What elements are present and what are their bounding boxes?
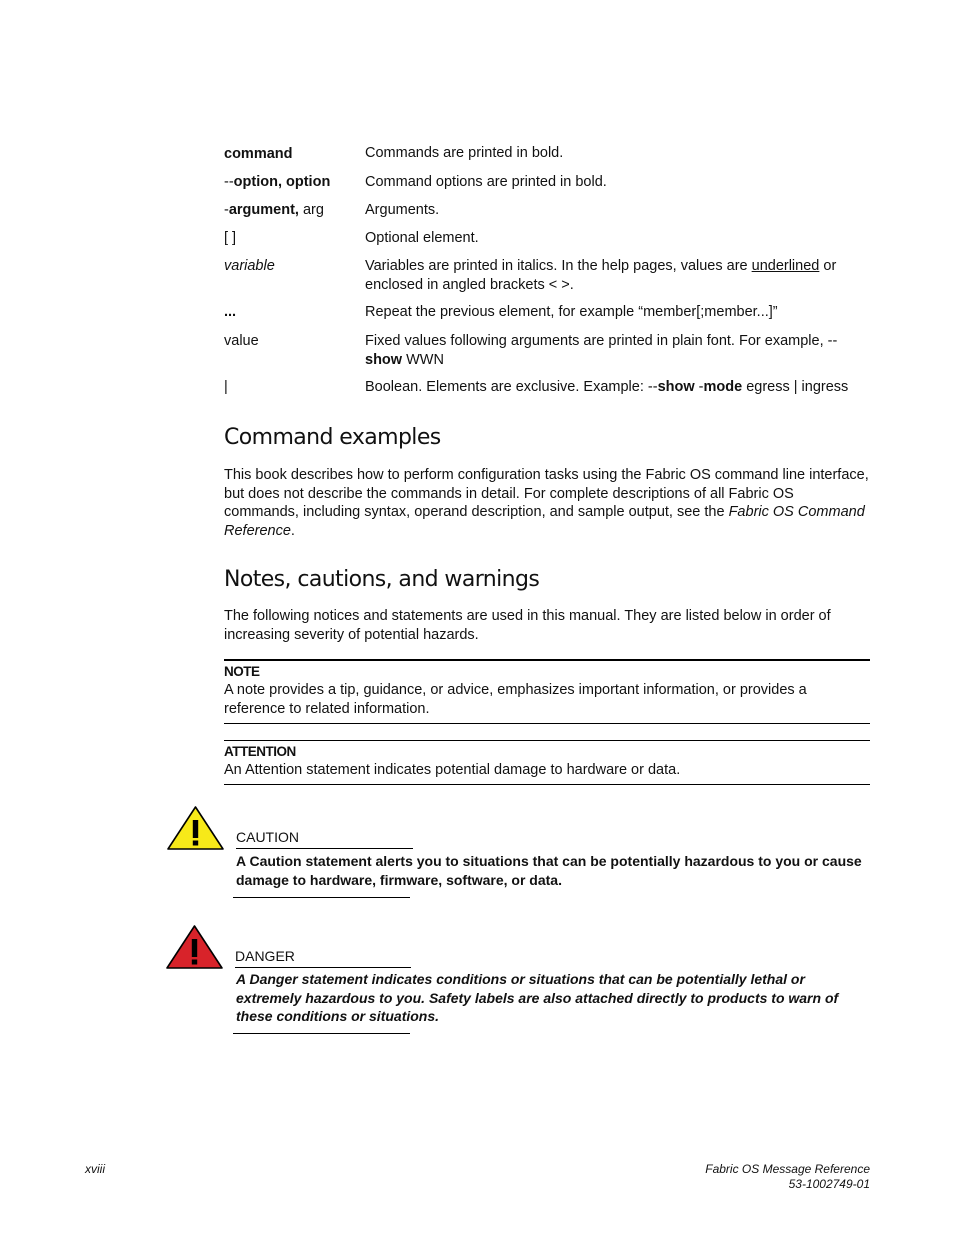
command-examples-heading: Command examples (224, 425, 441, 450)
text-run: Commands are printed in bold. (365, 145, 564, 161)
desc-argument (365, 201, 870, 220)
desc-option (365, 173, 870, 192)
caution-bottom-rule (233, 897, 410, 898)
text-run: or enclosed in angled brackets < >. (365, 258, 837, 293)
text-run: This book describes how to perform configuration tasks using the Fabric OS command line interface, but does not describe the commands in detail. For complete descriptions of all Fabric OS commands, including syntax, operand description, and sample output, see the (224, 467, 869, 521)
note-bottom-rule (224, 723, 870, 724)
attention-text: An Attention statement indicates potential damage to hardware or data. (224, 762, 681, 778)
text-run: ... (224, 304, 237, 320)
danger-title: DANGER (235, 948, 295, 964)
note-title: NOTE (224, 664, 260, 679)
text-run: show (365, 351, 403, 368)
text-run: . (290, 523, 295, 540)
text-run: egress | ingress (742, 379, 849, 395)
term-value (224, 332, 354, 350)
notes-intro: The following notices and statements are used in this manual. They are listed below in order of increasing severity of potential hazards. (224, 608, 831, 643)
danger-text: A Danger statement indicates conditions or situations that can be potentially lethal or extremely hazardous to you. Safety labels are also attached directly to products to warn of these conditions or situations. (236, 971, 839, 1024)
caution-title: CAUTION (236, 829, 299, 845)
attention-title: ATTENTION (224, 744, 296, 759)
text-run: argument, (228, 202, 299, 218)
attention-top-rule (224, 740, 870, 741)
text-run: - (694, 379, 704, 395)
term-variable (224, 257, 354, 275)
footer-doc-title: Fabric OS Message Reference (705, 1162, 870, 1176)
text-run: Arguments. (365, 202, 440, 218)
text-run: -- (647, 379, 658, 395)
note-top-rule (224, 659, 870, 661)
caution-warning-icon (166, 805, 225, 851)
danger-title-rule (235, 967, 411, 968)
danger-warning-icon (165, 924, 224, 970)
text-run: command (224, 146, 293, 162)
page-number: xviii (85, 1162, 105, 1176)
text-run: | (224, 379, 228, 395)
text-run: [ ] (224, 230, 237, 246)
text-run: arg (298, 202, 324, 218)
text-run: mode (703, 379, 743, 395)
term-optional (224, 229, 354, 247)
caution-text: A Caution statement alerts you to situations that can be potentially hazardous to you or cause damage to hardware, firmware, software, or data. (236, 853, 862, 888)
command-examples-body (224, 466, 872, 541)
desc-repeat (365, 303, 870, 322)
caution-title-rule (236, 848, 413, 849)
danger-bottom-rule (233, 1033, 410, 1034)
attention-bottom-rule (224, 784, 870, 785)
footer-doc-number: 53-1002749-01 (788, 1177, 870, 1191)
text-run: value (224, 333, 259, 349)
desc-optional (365, 229, 870, 248)
text-run: Boolean. Elements are exclusive. Example: (365, 379, 648, 395)
footer-doc-info (705, 1162, 870, 1192)
note-text: A note provides a tip, guidance, or advice, emphasizes important information, or provides a reference to related information. (224, 682, 807, 717)
text-run: Optional element. (365, 230, 479, 246)
text-run: Repeat the previous element, for example “member[;member...]” (365, 304, 778, 320)
desc-command (365, 144, 870, 163)
term-command (224, 145, 354, 163)
text-run: Variables are printed in italics. In the help pages, values are (365, 258, 752, 274)
text-run: - (224, 202, 229, 218)
desc-variable (365, 257, 870, 294)
text-run: WWN (402, 351, 444, 368)
term-boolean (224, 378, 354, 396)
text-run: -- (224, 174, 234, 190)
text-run: Fabric OS Command Reference (224, 504, 865, 540)
text-run: show (657, 379, 695, 395)
term-argument (224, 201, 354, 219)
text-run: Command options are printed in bold. (365, 174, 607, 190)
desc-boolean (365, 378, 870, 397)
term-repeat (224, 303, 354, 321)
text-run: -- (827, 333, 838, 349)
text-run: variable (224, 258, 275, 274)
term-option (224, 173, 354, 191)
notes-heading: Notes, cautions, and warnings (224, 567, 540, 592)
text-run: Fixed values following arguments are printed in plain font. For example, (365, 333, 828, 349)
desc-value (365, 332, 845, 369)
text-run: underlined (751, 258, 820, 274)
text-run: option, option (233, 174, 331, 190)
